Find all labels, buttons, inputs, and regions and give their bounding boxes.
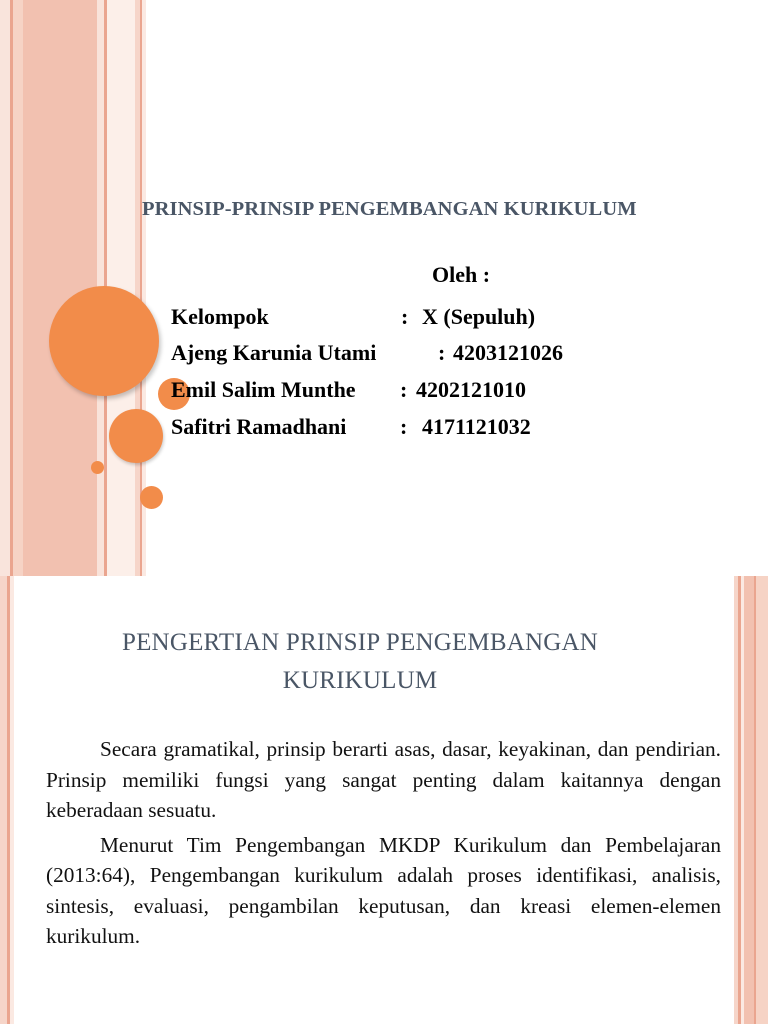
member-separator: : (401, 304, 409, 329)
body-paragraph: Menurut Tim Pengembangan MKDP Kurikulum dan Pembelajaran (2013:64), Pengembangan kurikulum adalah proses identifikasi, analisis, sintesis, evaluasi, pengambilan keputusan, dan kreasi elemen-elemen kurikulum. (46, 832, 721, 948)
slide-title: PRINSIP-PRINSIP PENGEMBANGAN KURIKULUM (142, 198, 637, 220)
title-line: PENGERTIAN PRINSIP PENGEMBANGAN (121, 629, 599, 656)
member-separator: : (400, 414, 408, 439)
decor-stripe (13, 0, 23, 576)
byline: Oleh : (432, 262, 491, 287)
member-value: X (Sepuluh) (422, 304, 536, 329)
decor-circle-large (49, 286, 159, 396)
decor-stripe (10, 576, 14, 1024)
decor-circle-tiny (91, 461, 104, 474)
member-label: Ajeng Karunia Utami (171, 340, 377, 365)
decor-stripe (756, 576, 768, 1024)
member-value: 4202121010 (416, 377, 526, 402)
member-label: Emil Salim Munthe (171, 377, 356, 402)
slide-title (40, 624, 680, 700)
decor-stripe (0, 576, 7, 1024)
member-label: Kelompok (171, 304, 269, 329)
member-label: Safitri Ramadhani (171, 414, 347, 439)
decor-circle-medium (109, 409, 163, 463)
decor-circle-small (140, 486, 163, 509)
body-paragraph: Secara gramatikal, prinsip berarti asas, dasar, keyakinan, dan pendirian. Prinsip memiliki fungsi yang sangat penting dalam kaitannya dengan keberadaan sesuatu. (46, 737, 721, 822)
decor-stripe (0, 0, 10, 576)
member-value: 4171121032 (422, 414, 531, 439)
slide-body (46, 734, 721, 956)
slide-2 (0, 576, 768, 1024)
member-separator: : (438, 340, 446, 365)
decor-stripe (744, 576, 754, 1024)
member-separator: : (400, 377, 408, 402)
title-line: KURIKULUM (282, 667, 438, 694)
member-value: 4203121026 (453, 340, 563, 365)
